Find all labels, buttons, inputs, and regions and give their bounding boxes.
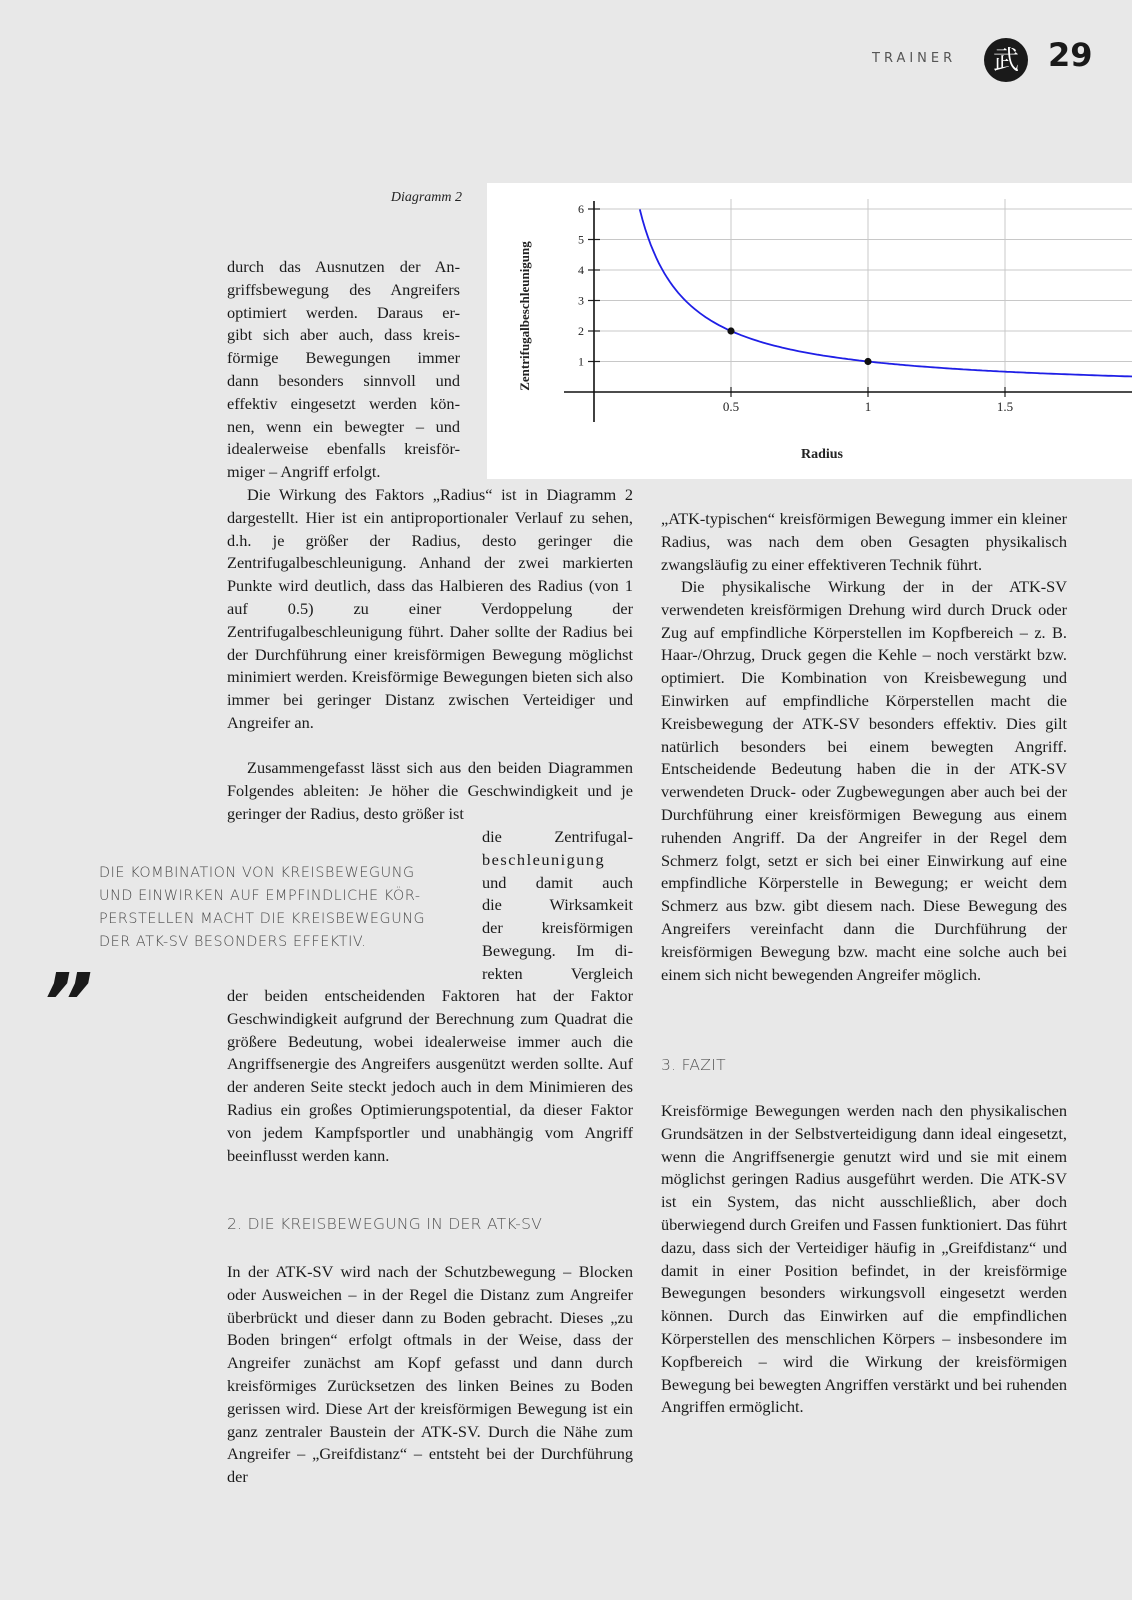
chart-y-label: Zentrifugalbeschleunigung <box>517 241 532 391</box>
section-heading-2: 2. DIE KREISBEWEGUNG IN DER ATK-SV <box>227 1215 543 1233</box>
chart-y-tick-label: 1 <box>578 354 584 369</box>
narrow-line: die Wirksamkeit <box>482 895 633 915</box>
intro-line: miger – Angriff erfolgt. <box>227 462 381 482</box>
chart-x-tick-label: 1.5 <box>996 399 1014 414</box>
chart-data-point <box>864 358 871 365</box>
intro-line: durch das Ausnutzen der An- <box>227 257 460 276</box>
chart-x-tick-label: 0.5 <box>722 399 740 414</box>
chart-series-line <box>640 209 1132 376</box>
col2-paragraph-2: Die physikalische Wirkung der in der ATK-SV verwendeten kreisförmigen Drehung wird durch Druck oder Zug auf empfindliche Körperstellen im Kopfbereich – z. B. Haar-/Ohrzug, Druck gegen die Kehle – noch verstärkt bzw. optimiert. Die Kombination von Kreisbewegung und Einwirken auf empfindliche Körperstellen macht die Kreisbewegung der ATK-SV besonders effektiv. Dies gilt natürlich besonders bei einem bewegten Angriff. Entscheidende Bedeutung haben die in der ATK-SV verwendeten Druck- oder Zugbewegungen aber auch bei der Durchführung einer kreisförmigen Bewegung aus einem ruhenden Angriff. Da der Angreifer in der Regel dem Schmerz folgt, setzt er sich bei einer Einwirkung auf eine empfindliche Körperstelle in Bewegung; er weicht dem Schmerz aus bzw. gibt diesem nach. Diese Bewegung des Angreifers vereinfacht dann die Durchführung der kreisförmigen Bewegung bzw. macht eine solche auch bei einem sich nicht bewegenden Angreifer möglich. <box>661 577 1067 984</box>
narrow-line: der kreisförmigen <box>482 918 633 938</box>
chart-x-tick-label: 1 <box>864 399 872 414</box>
intro-line: nen, wenn ein bewegter – und <box>227 416 460 436</box>
intro-line: optimiert werden. Daraus er- <box>227 302 460 322</box>
narrow-line: die Zentrifugal- <box>482 827 633 846</box>
intro-line: dann besonders sinnvoll und <box>227 370 460 390</box>
chart-y-tick-label: 2 <box>578 324 584 338</box>
intro-line: förmige Bewegungen immer <box>227 348 460 368</box>
svg-text:„: „ <box>50 913 102 1006</box>
chart-data-point <box>727 327 734 334</box>
section-heading-3: 3. FAZIT <box>661 1056 726 1074</box>
pull-quote-line: UND EINWIRKEN AUF EMPFINDLICHE KÖR- <box>99 888 421 904</box>
pull-quote-line: DER ATK-SV BESONDERS EFFEKTIV. <box>99 934 367 950</box>
col1-paragraph-3: In der ATK-SV wird nach der Schutzbewegung – Blocken oder Ausweichen – in der Regel die Distanz zum Angreifer überbrückt und dieser dann zu Boden gebracht. Dieses „zu Boden bringen“ erfolgt oftmals in der Weise, dass der Angreifer zunächst am Kopf gefasst und dann durch kreisförmiges Zurücksetzen des linken Beines zu Boden gerissen wird. Diese Art der kreisförmigen Bewegung ist ein ganz zentraler Baustein der ATK-SV. Durch die Nähe zum Angreifer – „Greifdistanz“ – entsteht bei der Durchführung der <box>227 1262 633 1487</box>
page-number: 29 <box>1048 36 1093 74</box>
chart-y-tick-label: 5 <box>578 232 584 247</box>
chart-caption: Diagramm 2 <box>390 190 462 205</box>
chart-y-tick-label: 4 <box>578 263 584 277</box>
logo-glyph: 武 <box>992 46 1020 76</box>
narrow-line: rekten Vergleich <box>482 963 633 983</box>
pull-quote-line: DIE KOMBINATION VON KREISBEWEGUNG <box>99 865 415 881</box>
intro-line: idealerweise ebenfalls kreisför- <box>227 439 460 459</box>
kanji-logo-icon <box>983 37 1029 83</box>
chart-x-label: Radius <box>800 447 844 462</box>
intro-paragraph <box>227 256 460 484</box>
narrow-line: Bewegung. Im di- <box>482 940 633 960</box>
chart-ticks <box>578 202 1013 414</box>
chart-axes <box>564 201 1132 422</box>
pull-quote <box>99 862 469 954</box>
col1-paragraph-1: Die Wirkung des Faktors „Radius“ ist in Diagramm 2 dargestellt. Hier ist ein antiproportionaler Verlauf zu sehen, d.h. je größer der Radius, desto geringer die Zentrifugalbeschleunigung. Anhand der zwei markierten Punkte wird deutlich, dass das Halbieren des Radius (von 1 auf 0.5) zu einer Verdoppelung der Zentrifugalbeschleunigung führt. Daher sollte der Radius bei der Durchführung einer kreisförmigen Bewegung möglichst minimiert werden. Kreisförmige Bewegungen bieten sich also immer bei geringer Distanz zwischen Verteidiger und Angreifer an. <box>227 485 633 732</box>
section-label: TRAINER <box>872 51 957 66</box>
col2-paragraph-3: Kreisförmige Bewegungen werden nach den physikalischen Grundsätzen in der Selbstverteidigung dann ideal eingesetzt, wenn die Angriffsenergie genutzt wird und sie mit einem möglichst geringen Radius ausgeführt werden. Die ATK-SV ist ein System, das nicht ausschließlich, aber doch überwiegend durch Greifen und Fassen funktioniert. Das führt dazu, dass sich der Verteidiger häufig in „Greifdistanz“ und damit in einer Position befindet, in der kreisförmige Bewegungen besonders wirkungsvoll eingesetzt werden können. Durch das Einwirken auf die empfindlichen Körperstellen des menschlichen Körpers – insbesondere im Kopfbereich – wird die Wirkung der kreisförmigen Bewegung bei bewegten Angriffen verstärkt und bei ruhenden Angriffen ermöglicht. <box>661 1101 1068 1417</box>
col1-paragraph-2-narrow <box>482 826 633 986</box>
intro-line: griffsbewegung des Angreifers <box>227 279 460 299</box>
quote-mark-icon <box>50 913 102 1006</box>
chart-svg <box>487 183 1132 479</box>
chart-grid <box>594 199 1132 392</box>
chart <box>487 183 1132 479</box>
intro-line: gibt sich aber auch, dass kreis- <box>227 325 460 345</box>
chart-y-tick-label: 6 <box>578 202 584 216</box>
col1-paragraph-2a: Zusammengefasst lässt sich aus den beiden Diagrammen Folgendes ableiten: Je höher die Geschwindigkeit und je geringer der Radius, desto größer ist <box>227 758 633 823</box>
pull-quote-line: PERSTELLEN MACHT DIE KREISBEWEGUNG <box>99 911 426 927</box>
col1-paragraph-2b: der beiden entscheidenden Faktoren hat der Faktor Geschwindigkeit aufgrund der Berechnung zum Quadrat die größere Bedeutung, wobei idealerweise immer auch die Angriffsenergie des Angreifers ausgenützt werden sollte. Auf der anderen Seite steckt jedoch auch in dem Minimieren des Radius ein großes Optimierungspotential, da dieser Faktor von jedem Kampfsportler und unabhängig vom Angriff beeinflusst werden kann. <box>227 986 633 1165</box>
chart-y-tick-label: 3 <box>578 293 584 308</box>
narrow-line: und damit auch <box>482 872 633 892</box>
intro-line: effektiv eingesetzt werden kön- <box>227 393 460 413</box>
narrow-line: beschleunigung <box>482 849 606 869</box>
col2-paragraph-1: „ATK-typischen“ kreisförmigen Bewegung immer ein kleiner Radius, was nach dem oben Gesagten physikalisch zwangsläufig zu einer effektiveren Technik führt. <box>661 509 1067 574</box>
